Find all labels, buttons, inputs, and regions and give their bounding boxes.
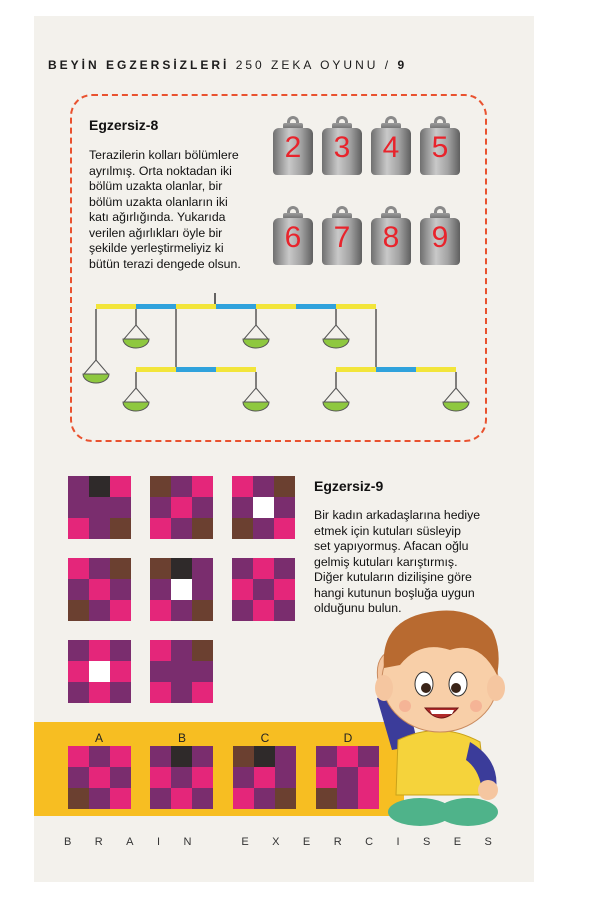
footer-letter: C — [365, 836, 376, 848]
weight-number: 8 — [382, 221, 400, 254]
text-line: şekilde yerleştirmeliyiz ki — [89, 241, 224, 255]
footer-letter: R — [94, 836, 105, 848]
footer-letter: I — [396, 836, 402, 848]
footer-letter: E — [241, 836, 251, 848]
footer-letter: E — [302, 836, 313, 848]
weight-number: 3 — [333, 131, 351, 164]
text-line: bölüm uzakta olanların iki — [89, 194, 228, 209]
footer-letter: A — [126, 836, 136, 848]
text-line: etmek için kutuları süsleyip — [314, 523, 461, 538]
exercise-8-title: Egzersiz-8 — [89, 117, 159, 133]
text-line: olduğunu bulun. — [314, 601, 402, 615]
text-line: bütün terazi dengede olsun. — [89, 256, 241, 271]
text-line: bölüm uzakta olanlar, bir — [89, 179, 223, 193]
option-label-c: C — [260, 731, 270, 745]
weight-number: 7 — [333, 221, 351, 254]
text-line: hangi kutunun boşluğa uygun — [314, 585, 475, 600]
book-title: BEYİN EGZERSİZLERİ — [48, 58, 230, 72]
weight-number: 5 — [431, 131, 449, 164]
text-line: gelmiş kutuları karıştırmış. — [314, 554, 458, 569]
footer-letter: S — [422, 836, 433, 848]
weight-number: 4 — [382, 131, 400, 164]
footer-letter: E — [453, 836, 464, 848]
book-subtitle: 250 ZEKA OYUNU — [235, 58, 379, 72]
text-line: ayrılmış. Orta noktadan iki — [89, 163, 232, 178]
header-separator: / — [384, 58, 392, 72]
text-line: verilen ağırlıkları öyle bir — [89, 225, 223, 240]
footer-spacer — [215, 836, 220, 848]
exercise-9-title: Egzersiz-9 — [314, 478, 384, 494]
weight-number: 9 — [431, 221, 449, 254]
footer-letter: B — [64, 836, 74, 848]
text-line: set yapıyormuş. Afacan oğlu — [314, 539, 469, 553]
option-label-b: B — [177, 731, 186, 745]
option-label-d: D — [343, 731, 353, 745]
page-footer — [64, 836, 494, 848]
footer-letter: N — [183, 836, 194, 848]
weight-number: 2 — [284, 131, 302, 164]
page-number: 9 — [397, 58, 408, 72]
option-label-a: A — [94, 731, 103, 745]
text-line: Diğer kutuların dizilişine göre — [314, 570, 472, 584]
weight-number: 6 — [284, 221, 302, 254]
text-line: Bir kadın arkadaşlarına hediye — [314, 508, 481, 522]
footer-letter: I — [156, 836, 163, 848]
footer-letter: R — [333, 836, 344, 848]
footer-letter: X — [272, 836, 282, 848]
footer-letter: S — [484, 836, 494, 848]
text-line: Terazilerin kolları bölümlere — [89, 148, 239, 162]
text-line: katı ağırlığında. Yukarıda — [89, 210, 226, 224]
